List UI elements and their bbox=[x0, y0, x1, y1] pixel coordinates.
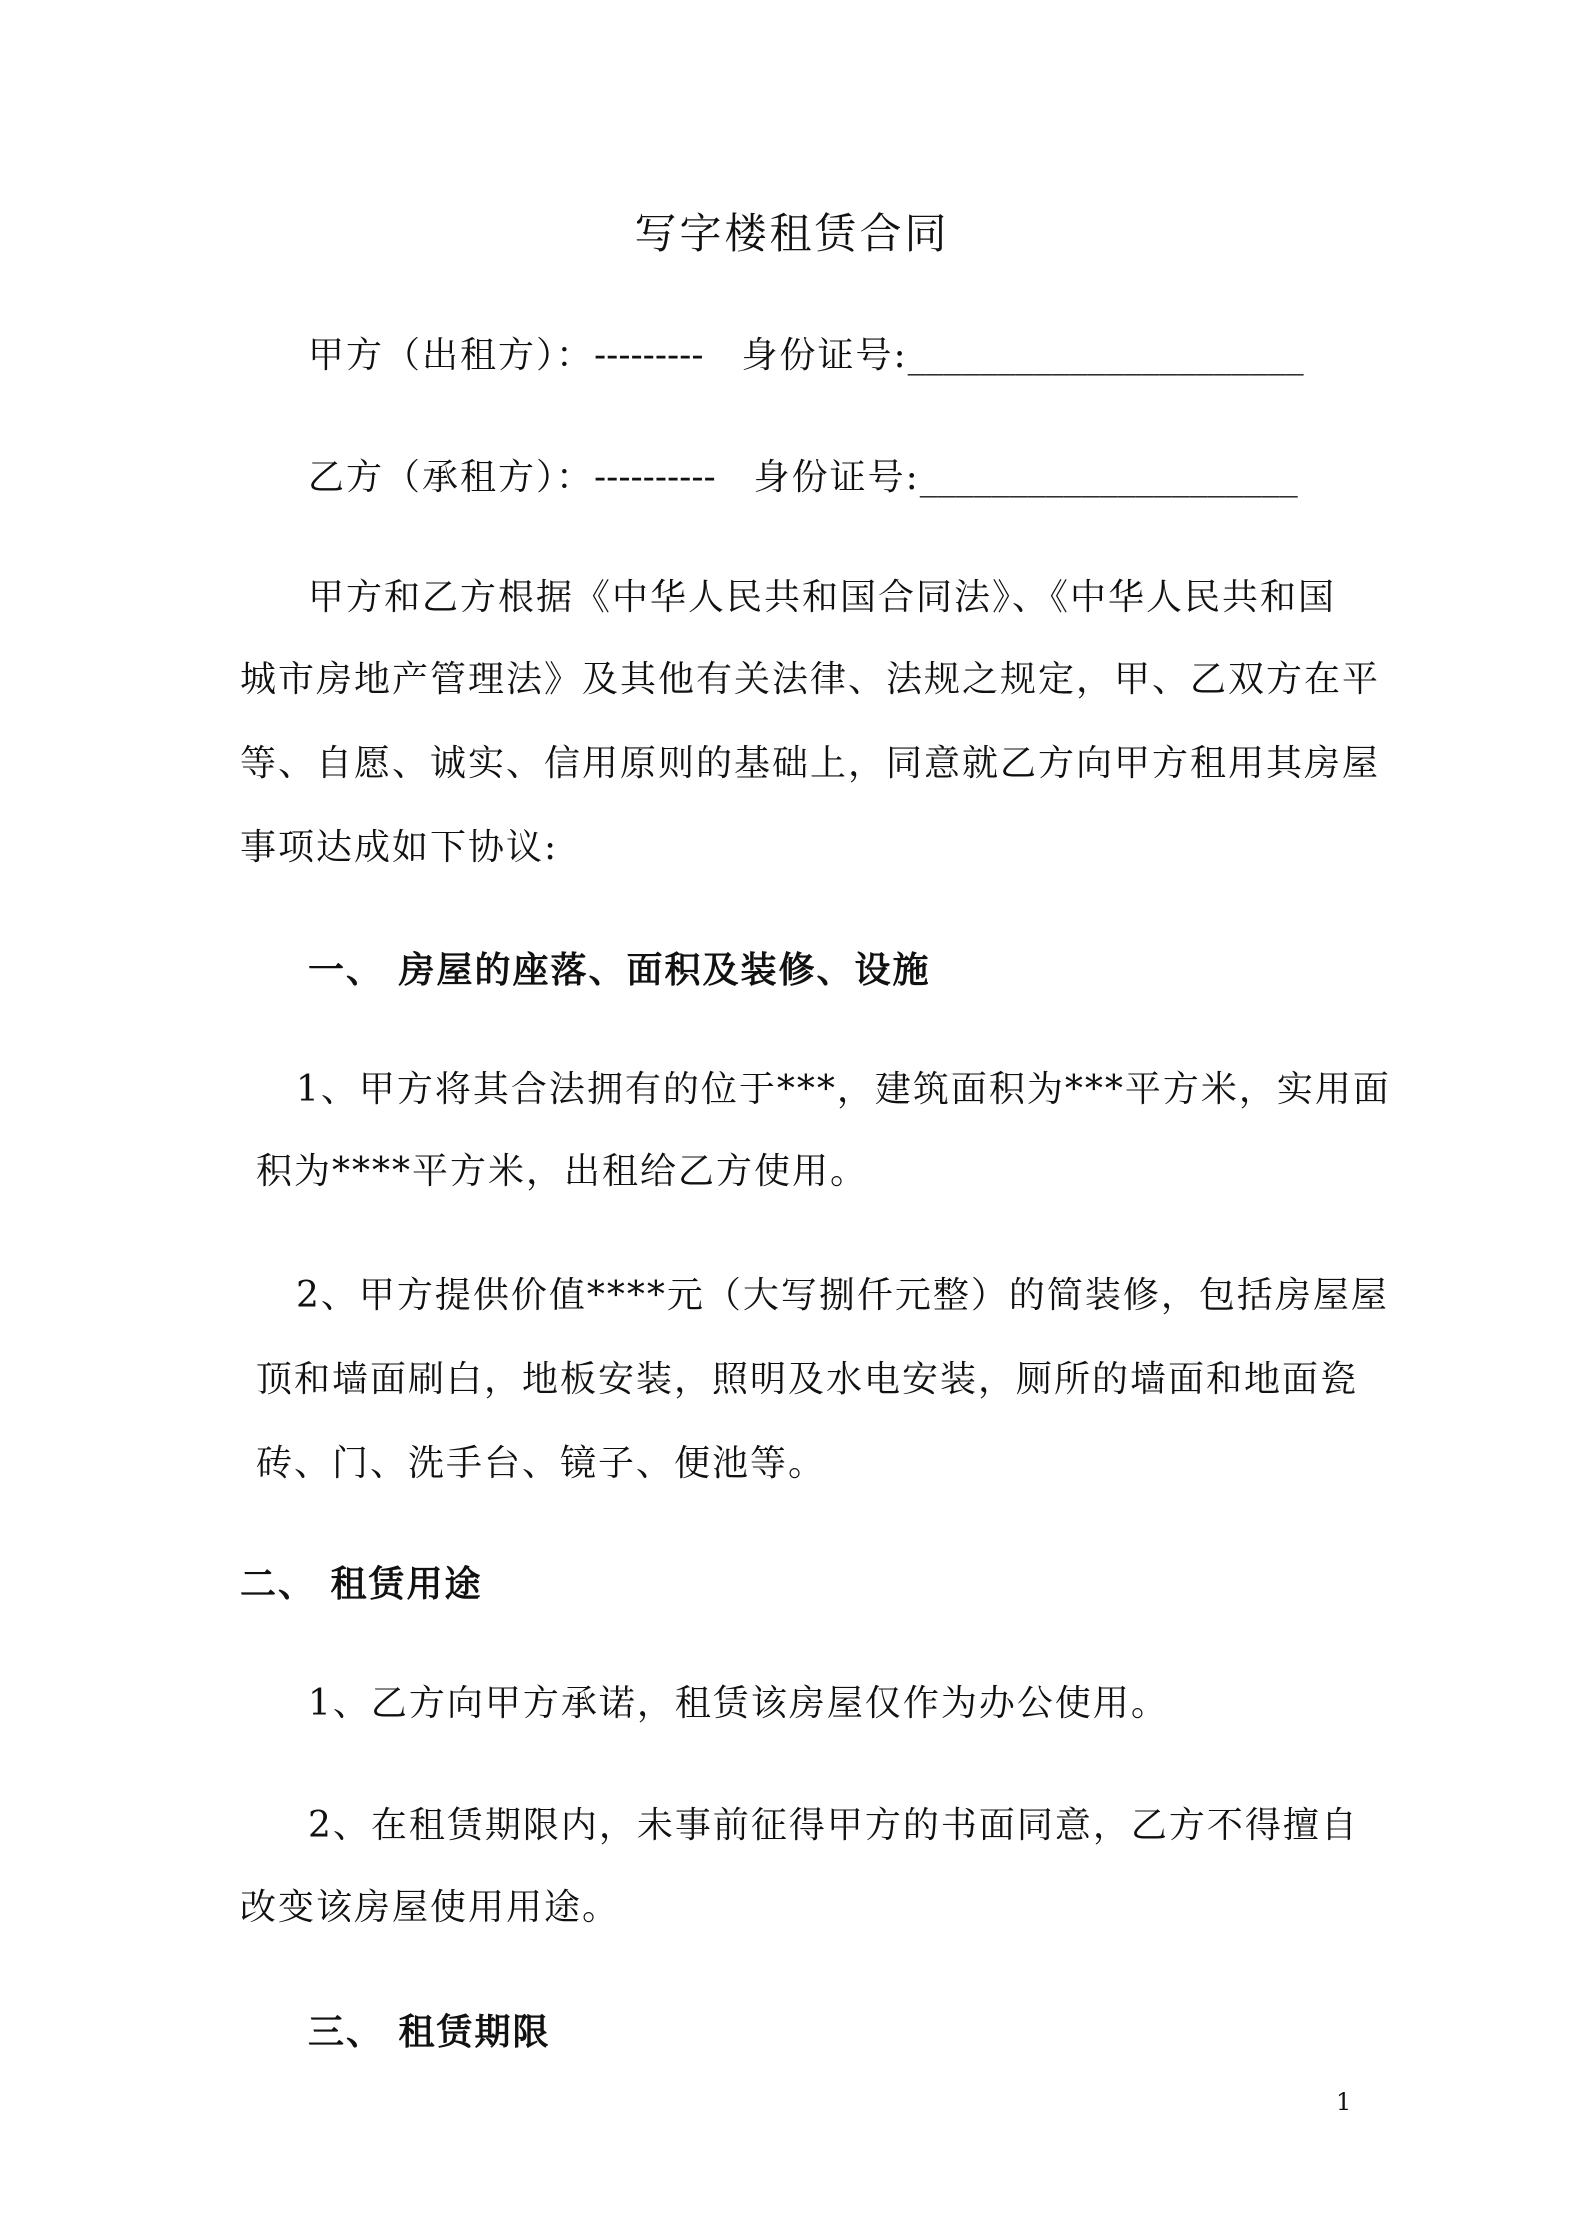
party-b-label: 乙方（承租方）： bbox=[308, 457, 595, 498]
party-a-label: 甲方（出租方）： bbox=[308, 335, 595, 376]
intro-line-4: 事项达成如下协议: bbox=[240, 827, 559, 868]
party-a-id-label: 身份证号: bbox=[741, 335, 908, 376]
section-2-item-2-line-1: 2、在租赁期限内，未事前征得甲方的书面同意，乙方不得擅自 bbox=[308, 1805, 1359, 1846]
intro-line-1: 甲方和乙方根据《中华人民共和国合同法》、《中华人民共和国 bbox=[308, 577, 1337, 618]
party-b-name-blank: ---------- bbox=[594, 457, 716, 498]
intro-line-3: 等、自愿、诚实、信用原则的基础上，同意就乙方向甲方租用其房屋 bbox=[240, 743, 1381, 784]
document-title: 写字楼租赁合同 bbox=[634, 209, 950, 258]
section-2-item-1: 1、乙方向甲方承诺，租赁该房屋仅作为办公使用。 bbox=[308, 1683, 1169, 1724]
section-1-heading: 一、 房屋的座落、面积及装修、设施 bbox=[308, 949, 931, 991]
party-b-id-blank: _____________________ bbox=[919, 457, 1298, 498]
party-a-name-blank: --------- bbox=[594, 335, 704, 376]
section-2-item-2-line-2: 改变该房屋使用用途。 bbox=[240, 1887, 621, 1928]
page-number: 1 bbox=[1336, 2088, 1352, 2116]
party-a-line bbox=[308, 334, 1304, 378]
section-1-item-2-line-1: 2、甲方提供价值****元（大写捌仟元整）的简装修，包括房屋屋 bbox=[296, 1275, 1389, 1316]
section-1-item-1-line-1: 1、甲方将其合法拥有的位于***，建筑面积为***平方米，实用面 bbox=[296, 1069, 1391, 1110]
section-1-item-2-line-3: 砖、门、洗手台、镜子、便池等。 bbox=[256, 1443, 827, 1484]
section-3-heading: 三、 租赁期限 bbox=[308, 2011, 551, 2053]
section-1-item-1-line-2: 积为****平方米，出租给乙方使用。 bbox=[256, 1151, 869, 1192]
intro-line-2: 城市房地产管理法》及其他有关法律、法规之规定，甲、乙双方在平 bbox=[240, 659, 1381, 700]
section-1-item-2-line-2: 顶和墙面刷白，地板安装，照明及水电安装，厕所的墙面和地面瓷 bbox=[256, 1359, 1359, 1400]
party-a-id-blank: ______________________ bbox=[907, 335, 1304, 376]
party-b-id-label: 身份证号: bbox=[753, 457, 920, 498]
section-2-heading: 二、 租赁用途 bbox=[240, 1563, 483, 1605]
party-b-line bbox=[308, 456, 1298, 500]
